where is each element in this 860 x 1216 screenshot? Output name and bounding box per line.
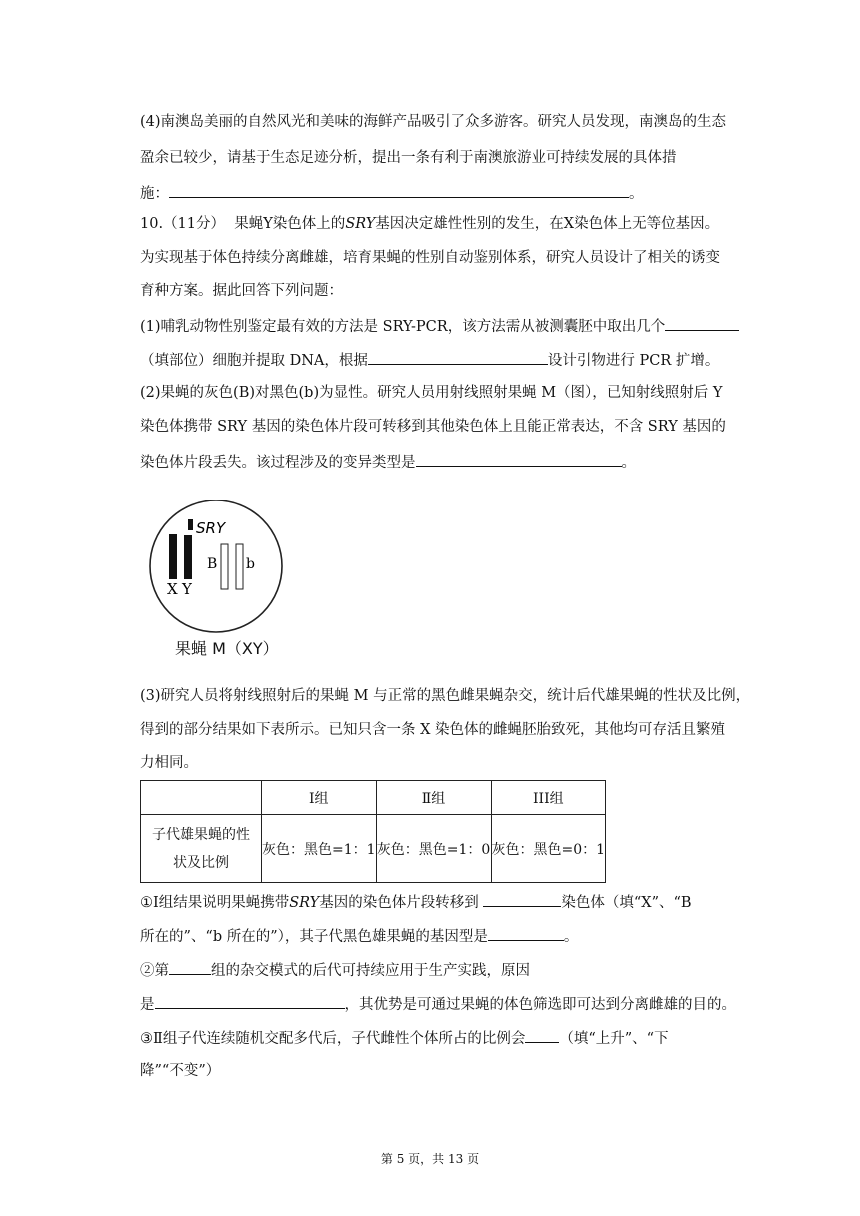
table-header-row (141, 781, 606, 815)
q9-4-line2: 盈余已较少，请基于生态足迹分析，提出一条有利于南澳旅游业可持续发展的具体措 (140, 150, 677, 166)
answer-blank[interactable] (665, 315, 739, 331)
answer-blank[interactable] (368, 349, 548, 365)
y-chromosome (184, 535, 192, 579)
answer-blank[interactable] (155, 993, 345, 1009)
q10-p2-line2: 染色体携带 SRY 基因的染色体片段可转移到其他染色体上且能正常表达，不含 SRY 基因的 (140, 419, 726, 435)
q10-s2-line1: ②第 组的杂交模式的后代可持续应用于生产实践，原因 (140, 959, 530, 981)
q10-p3-line1: (3)研究人员将射线照射后的果蝇 M 与正常的黑色雌果蝇杂交，统计后代雄果蝇的性状及比例， (140, 688, 751, 704)
answer-prefix: 施： (140, 186, 169, 202)
table-cell: 灰色：黑色=1：1 (262, 815, 377, 883)
x-label: X (167, 580, 178, 598)
table-cell: 灰色：黑色=1：0 (376, 815, 491, 883)
q10-p3-line2: 得到的部分结果如下表所示。已知只含一条 X 染色体的雌蝇胚胎致死，其他均可存活且繁殖 (140, 722, 726, 738)
table-row-label: 子代雄果蝇的性 状及比例 (141, 815, 262, 883)
answer-blank[interactable] (169, 959, 211, 975)
b-label: b (246, 556, 255, 572)
figure-caption: 果蝇 M（XY） (175, 639, 279, 658)
q9-4-line3: 施： 。 (140, 182, 644, 204)
table-header (141, 781, 262, 815)
b-chromosome (236, 544, 243, 589)
q10-s3-line2: 降”“不变”） (140, 1063, 221, 1079)
table-header: III组 (491, 781, 606, 815)
q10-line2: 为实现基于体色持续分离雌雄，培育果蝇的性别自动鉴别体系，研究人员设计了相关的诱变 (140, 250, 720, 266)
table-header: Ⅱ组 (376, 781, 491, 815)
q10-s3-line1: ③Ⅱ组子代连续随机交配多代后，子代雌性个体所占的比例会 （填“上升”、“下 (140, 1027, 669, 1049)
table-cell: 灰色：黑色=0：1 (491, 815, 606, 883)
q10-p1-line2: （填部位）细胞并提取 DNA，根据 设计引物进行 PCR 扩增。 (140, 349, 719, 371)
q10-p2-line3: 染色体片段丢失。该过程涉及的变异类型是 。 (140, 451, 636, 473)
y-label: Y (182, 580, 192, 598)
B-label: B (207, 556, 218, 572)
q10-p2-line1: (2)果蝇的灰色(B)对黑色(b)为显性。研究人员用射线照射果蝇 M（图），已知射线照射后 Y (140, 385, 723, 401)
answer-blank[interactable] (483, 891, 561, 907)
results-table (140, 780, 606, 883)
answer-blank[interactable] (169, 182, 629, 198)
answer-blank[interactable] (525, 1027, 559, 1043)
answer-blank[interactable] (416, 451, 622, 467)
q10-p1-line1: (1)哺乳动物性别鉴定最有效的方法是 SRY-PCR，该方法需从被测囊胚中取出几个 (140, 315, 739, 337)
x-chromosome (169, 534, 177, 579)
sry-segment (188, 519, 193, 530)
q10-p3-line3: 力相同。 (140, 755, 198, 771)
q10-header: 10.（11分） 果蝇Y染色体上的SRY基因决定雄性性别的发生，在X染色体上无等位基因。 (140, 216, 720, 232)
table-row (141, 815, 606, 883)
table-header: I组 (262, 781, 377, 815)
q9-4-line1: (4)南澳岛美丽的自然风光和美味的海鲜产品吸引了众多游客。研究人员发现，南澳岛的生态 (140, 114, 727, 130)
page-footer: 第 5 页，共 13 页 (380, 1152, 480, 1166)
q10-s1-line2: 所在的”、“b 所在的”），其子代黑色雄果蝇的基因型是 。 (140, 925, 578, 947)
question-number: 10.（11分） (140, 216, 226, 232)
q10-s1-line1: ①I组结果说明果蝇携带SRY基因的染色体片段转移到 染色体（填“X”、“B (140, 891, 692, 913)
sry-label: SRY (196, 519, 226, 537)
B-chromosome (221, 544, 228, 589)
q10-s2-line2: 是 ，其优势是可通过果蝇的体色筛选即可达到分离雌雄的目的。 (140, 993, 736, 1015)
q10-line3: 育种方案。据此回答下列问题： (140, 283, 343, 299)
answer-blank[interactable] (488, 925, 564, 941)
